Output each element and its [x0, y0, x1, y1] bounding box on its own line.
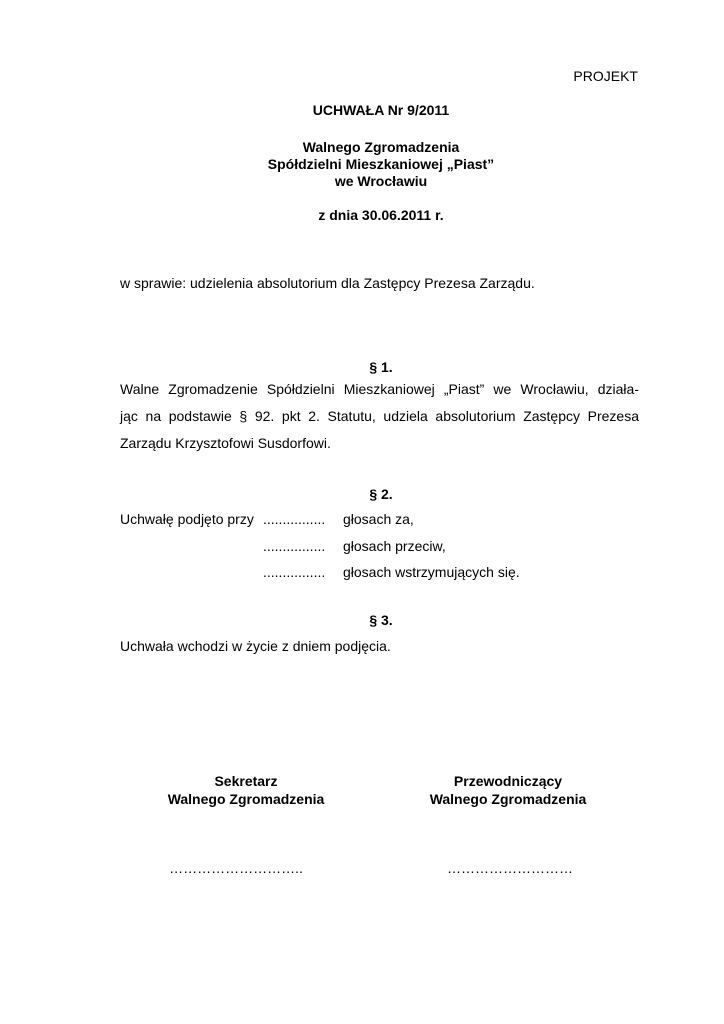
chairman-signature-dots: ……………………… [447, 860, 573, 876]
issuer-line-3: we Wrocławiu [334, 173, 428, 189]
section-3-heading: § 3. [369, 612, 393, 628]
subject-line: w sprawie: udzielenia absolutorium dla Zastępcy Prezesa Zarządu. [120, 275, 535, 291]
secretary-title: Sekretarz [214, 773, 278, 789]
draft-label: PROJEKT [573, 68, 638, 84]
resolution-date: z dnia 30.06.2011 r. [318, 207, 444, 223]
votes-for-dots: ................ [263, 511, 326, 527]
section-2-heading: § 2. [369, 486, 393, 502]
chairman-title: Przewodniczący [453, 773, 563, 789]
section-1-line-1: Walne Zgromadzenie Spółdzielni Mieszkaniowej „Piast” we Wrocławiu, działa- [120, 381, 639, 397]
section-1-heading: § 1. [369, 359, 393, 375]
secretary-body: Walnego Zgromadzenia [167, 791, 325, 807]
secretary-signature-dots: ……………………….. [169, 860, 303, 876]
votes-prefix: Uchwałę podjęto przy [120, 511, 254, 527]
votes-abstain-dots: ................ [263, 564, 326, 580]
section-1-line-2: jąc na podstawie § 92. pkt 2. Statutu, udziela absolutorium Zastępcy Prezesa [120, 408, 639, 424]
issuer-line-2: Spółdzielni Mieszkaniowej „Piast” [267, 156, 495, 172]
issuer-line-1: Walnego Zgromadzenia [302, 139, 460, 155]
votes-against-label: głosach przeciw, [343, 538, 446, 554]
resolution-title: UCHWAŁA Nr 9/2011 [312, 102, 450, 118]
chairman-body: Walnego Zgromadzenia [429, 791, 587, 807]
votes-for-label: głosach za, [343, 511, 414, 527]
section-1-line-3: Zarządu Krzysztofowi Susdorfowi. [120, 435, 331, 451]
votes-against-dots: ................ [263, 538, 326, 554]
votes-abstain-label: głosach wstrzymujących się. [343, 564, 520, 580]
section-3-text: Uchwała wchodzi w życie z dniem podjęcia. [120, 638, 391, 654]
